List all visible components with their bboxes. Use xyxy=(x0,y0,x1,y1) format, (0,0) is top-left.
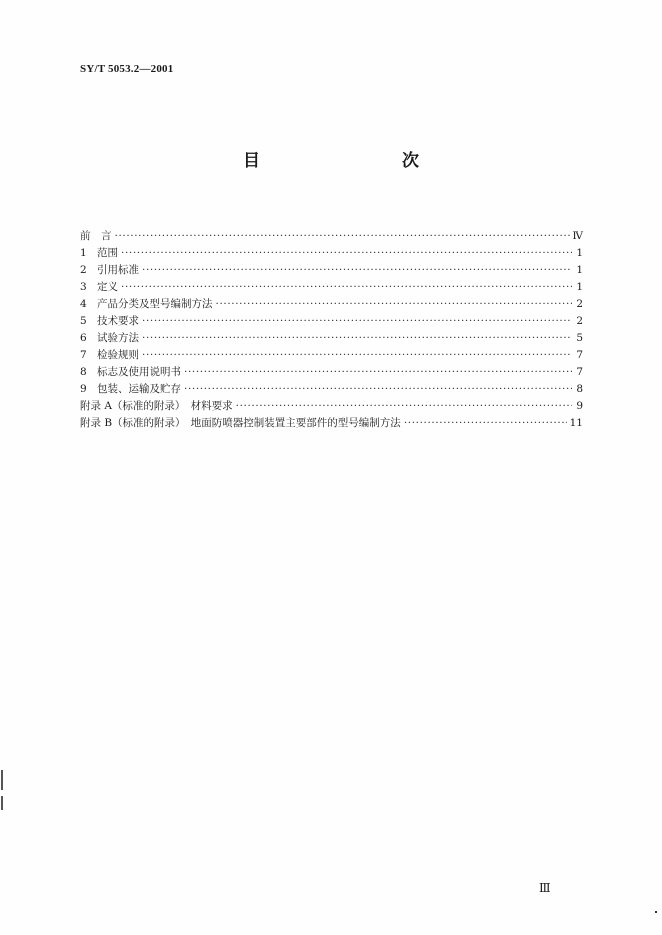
toc-entry-label: 前 言 xyxy=(80,230,112,242)
toc-entry-label: 附录 A（标准的附录） 材料要求 xyxy=(80,400,233,412)
toc-entry-page: 8 xyxy=(576,383,583,395)
toc-entry-page: 11 xyxy=(569,417,583,429)
toc-leader-dots xyxy=(404,415,567,432)
toc-entry-technical-requirements[interactable] xyxy=(80,313,583,330)
toc-entry-label: 产品分类及型号编制方法 xyxy=(97,298,213,310)
scan-edge-mark xyxy=(1,770,3,790)
toc-entry-definitions[interactable] xyxy=(80,279,583,296)
toc-entry-page: 7 xyxy=(576,366,583,378)
toc-leader-dots xyxy=(142,313,572,330)
toc-entry-number: 3 xyxy=(80,281,87,293)
toc-entry-test-methods[interactable] xyxy=(80,330,583,347)
toc-leader-dots xyxy=(184,381,572,398)
toc-entry-appendix-a[interactable] xyxy=(80,398,583,415)
toc-entry-number: 5 xyxy=(80,315,87,327)
scan-edge-mark xyxy=(1,796,3,810)
toc-entry-number: 2 xyxy=(80,264,87,276)
toc-leader-dots xyxy=(142,347,572,364)
toc-leader-dots xyxy=(142,262,572,279)
toc-entry-page: Ⅳ xyxy=(572,230,583,242)
toc-entry-label: 附录 B（标准的附录） 地面防喷器控制装置主要部件的型号编制方法 xyxy=(80,417,401,429)
toc-entry-marking-instructions[interactable] xyxy=(80,364,583,381)
toc-leader-dots xyxy=(121,245,572,262)
table-of-contents xyxy=(80,228,583,432)
standard-number: SY/T 5053.2—2001 xyxy=(80,63,174,75)
toc-entry-page: 9 xyxy=(576,400,583,412)
toc-entry-normative-references[interactable] xyxy=(80,262,583,279)
scan-speck xyxy=(655,911,657,913)
toc-entry-page: 1 xyxy=(576,281,583,293)
toc-entry-label: 包装、运输及贮存 xyxy=(97,383,181,395)
toc-entry-page: 2 xyxy=(576,315,583,327)
toc-entry-number: 7 xyxy=(80,349,87,361)
toc-entry-label: 检验规则 xyxy=(97,349,139,361)
page-folio: Ⅲ xyxy=(539,881,551,895)
toc-entry-number: 9 xyxy=(80,383,87,395)
toc-entry-page: 1 xyxy=(576,264,583,276)
toc-entry-label: 标志及使用说明书 xyxy=(97,366,181,378)
toc-leader-dots xyxy=(115,228,570,245)
toc-entry-number: 4 xyxy=(80,298,87,310)
toc-entry-inspection-rules[interactable] xyxy=(80,347,583,364)
toc-entry-label: 引用标准 xyxy=(97,264,139,276)
toc-entry-classification[interactable] xyxy=(80,296,583,313)
toc-leader-dots xyxy=(236,398,572,415)
toc-entry-appendix-b[interactable] xyxy=(80,415,583,432)
toc-title: 目 次 xyxy=(243,151,455,171)
toc-entry-page: 2 xyxy=(576,298,583,310)
toc-entry-foreword[interactable] xyxy=(80,228,583,245)
toc-entry-label: 范围 xyxy=(97,247,118,259)
toc-entry-label: 定义 xyxy=(97,281,118,293)
toc-entry-number: 8 xyxy=(80,366,87,378)
toc-leader-dots xyxy=(121,279,572,296)
toc-entry-page: 1 xyxy=(576,247,583,259)
toc-entry-number: 1 xyxy=(80,247,87,259)
toc-entry-number: 6 xyxy=(80,332,87,344)
toc-entry-page: 7 xyxy=(576,349,583,361)
toc-entry-label: 试验方法 xyxy=(97,332,139,344)
toc-entry-packaging-storage[interactable] xyxy=(80,381,583,398)
toc-entry-page: 5 xyxy=(576,332,583,344)
toc-leader-dots xyxy=(216,296,573,313)
toc-entry-label: 技术要求 xyxy=(97,315,139,327)
toc-leader-dots xyxy=(184,364,572,381)
toc-entry-scope[interactable] xyxy=(80,245,583,262)
toc-leader-dots xyxy=(142,330,572,347)
